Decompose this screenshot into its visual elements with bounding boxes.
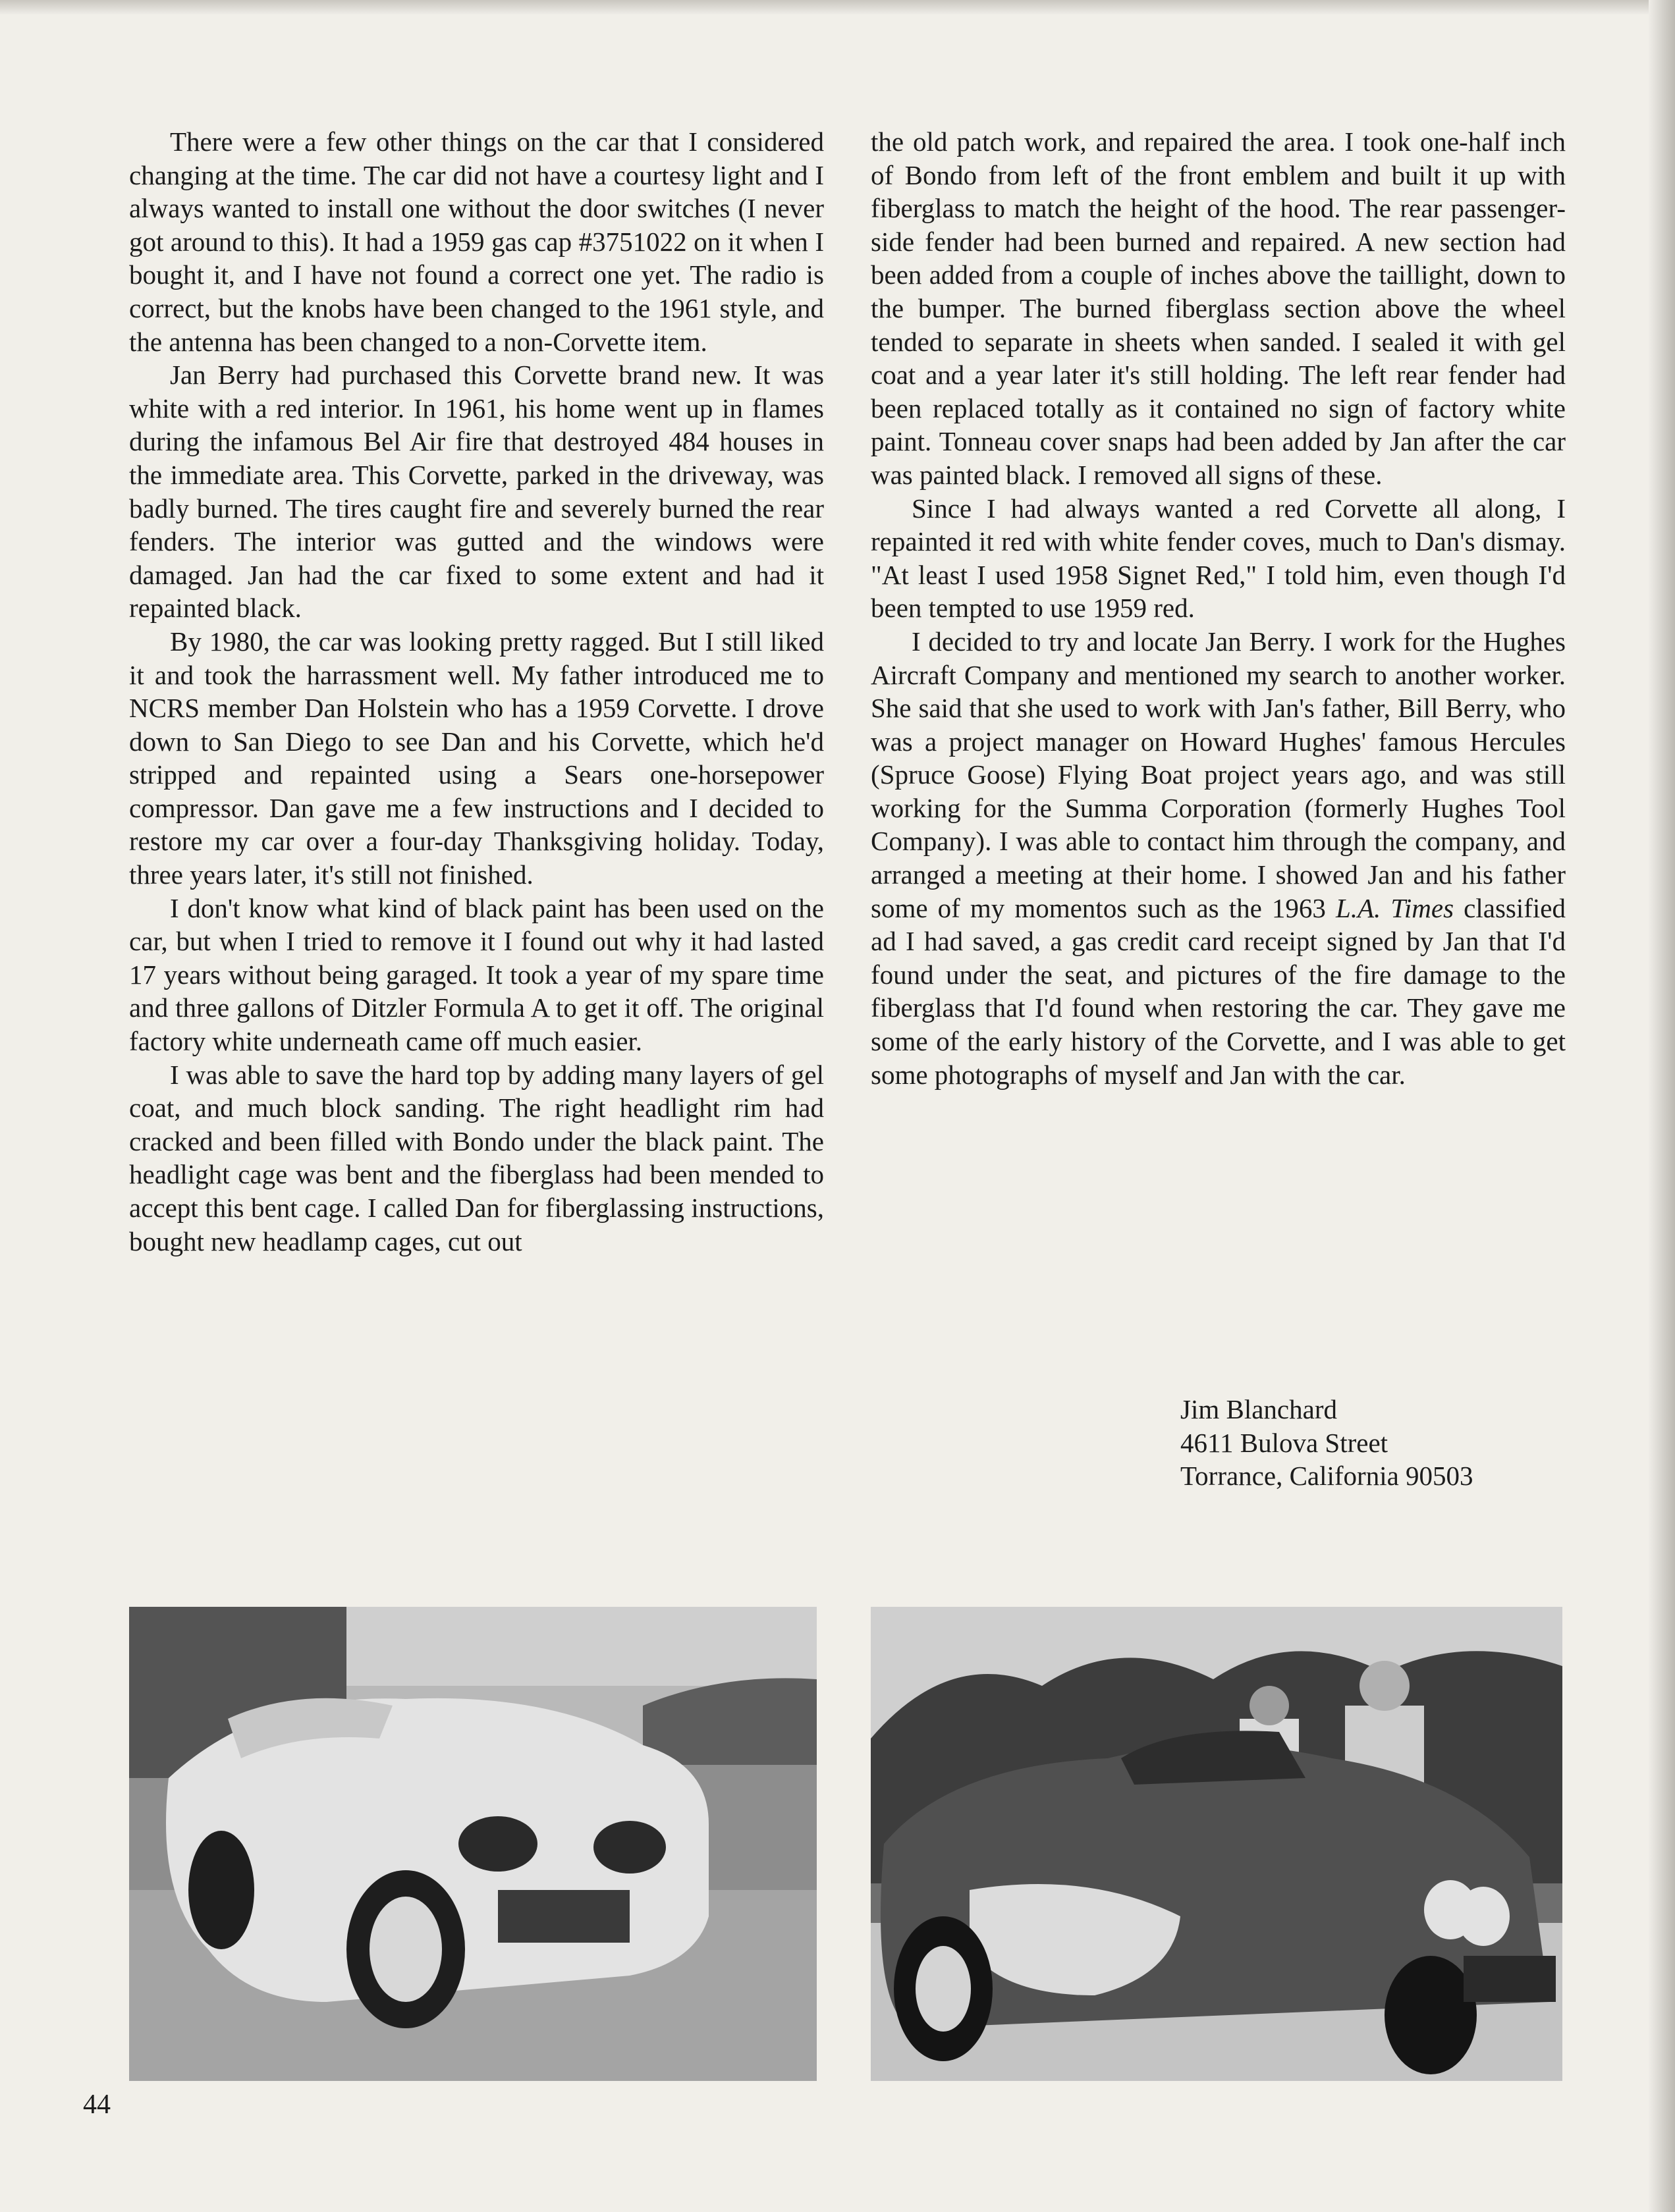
paragraph-text: I decided to try and locate Jan Berry. I work for the Hughes Aircraft Company and mentioned my search to another worker. She said that she used to work with Jan's father, Bill Berry, who was a project manager on Howard Hughes' famous Hercules (Spruce Goose) Flying Boat project years ago, and was still working for the Summa Corporation (formerly Hughes Tool Company). I was able to contact him through the company, and arranged a meeting at their home. I showed Jan and his father some of my momentos such as the 1963 bbox=[871, 626, 1566, 923]
author-name: Jim Blanchard bbox=[1180, 1394, 1337, 1424]
left-text-column bbox=[129, 125, 824, 1258]
author-street: 4611 Bulova Street bbox=[1180, 1427, 1388, 1458]
author-city: Torrance, California 90503 bbox=[1180, 1461, 1473, 1492]
paragraph bbox=[871, 625, 1566, 1091]
right-text-column bbox=[871, 125, 1566, 1091]
paragraph: I was able to save the hard top by adding many layers of gel coat, and much block sanding. The right headlight rim had cracked and been filled with Bondo under the black paint. The headlight cage was bent and the fiberglass had been mended to accept this bent cage. I called Dan for fiberglassing instructions, bought new headlamp cages, cut out bbox=[129, 1059, 824, 1256]
photo-red-corvette-with-owners bbox=[871, 1607, 1562, 2081]
author-signature bbox=[1180, 1393, 1473, 1493]
photo-red-corvette-with-owners-image bbox=[871, 1607, 1562, 2081]
page-top-edge bbox=[0, 0, 1675, 14]
newspaper-title: L.A. Times bbox=[1335, 892, 1454, 923]
photo-stripped-corvette-image bbox=[129, 1607, 817, 2081]
photo-stripped-corvette bbox=[129, 1607, 817, 2081]
page-right-edge bbox=[1649, 0, 1675, 2212]
paragraph: I don't know what kind of black paint has been used on the car, but when I tried to remove it I found out why it had lasted 17 years without being garaged. It took a year of my spare time and three gallons of Ditzler Formula A to get it off. The original factory white underneath came off much easier. bbox=[129, 892, 824, 1057]
paragraph: Since I had always wanted a red Corvette all along, I repainted it red with white fender coves, much to Dan's dismay. "At least I used 1958 Signet Red," I told him, even though I'd been tempted to use 1959 red. bbox=[871, 493, 1566, 624]
paragraph: By 1980, the car was looking pretty ragged. But I still liked it and took the harrassment well. My father introduced me to NCRS member Dan Holstein who has a 1959 Corvette. I drove down to San Diego to see Dan and his Corvette, which he'd stripped and repainted using a Sears one-horsepower compressor. Dan gave me a few instructions and I decided to restore my car over a four-day Thanksgiving holiday. Today, three years later, it's still not finished. bbox=[129, 626, 824, 890]
paragraph-text: classified ad I had saved, a gas credit card receipt signed by Jan that I'd found under the seat, and pictures of the fire damage to the fiberglass that I'd found when restoring the car. They gave me some of the early history of the Corvette, and I was able to get some photographs of myself and Jan with the car. bbox=[871, 892, 1566, 1090]
paragraph: There were a few other things on the car that I considered changing at the time. The car did not have a courtesy light and I always wanted to install one without the door switches (I never got around to this). It had a 1959 gas cap #3751022 on it when I bought it, and I have not found a correct one yet. The radio is correct, but the knobs have been changed to the 1961 style, and the antenna has been changed to a non-Corvette item. bbox=[129, 126, 824, 357]
page-number: 44 bbox=[83, 2090, 111, 2120]
paragraph: Jan Berry had purchased this Corvette brand new. It was white with a red interior. In 1961, his home went up in flames during the infamous Bel Air fire that destroyed 484 houses in the immediate area. This Corvette, parked in the driveway, was badly burned. The tires caught fire and severely burned the rear fenders. The interior was gutted and the windows were damaged. Jan had the car fixed to some extent and had it repainted black. bbox=[129, 360, 824, 624]
paragraph-continuation: the old patch work, and repaired the area. I took one-half inch of Bondo from left of the front emblem and built it up with fiberglass to match the height of the hood. The rear passenger-side fender had been burned and repaired. A new section had been added from a couple of inches above the taillight, down to the bumper. The burned fiberglass section above the wheel tended to separate in sheets when sanded. I sealed it with gel coat and a year later it's still holding. The left rear fender had been replaced totally as it contained no sign of factory white paint. Tonneau cover snaps had been added by Jan after the car was painted black. I removed all signs of these. bbox=[871, 126, 1566, 490]
